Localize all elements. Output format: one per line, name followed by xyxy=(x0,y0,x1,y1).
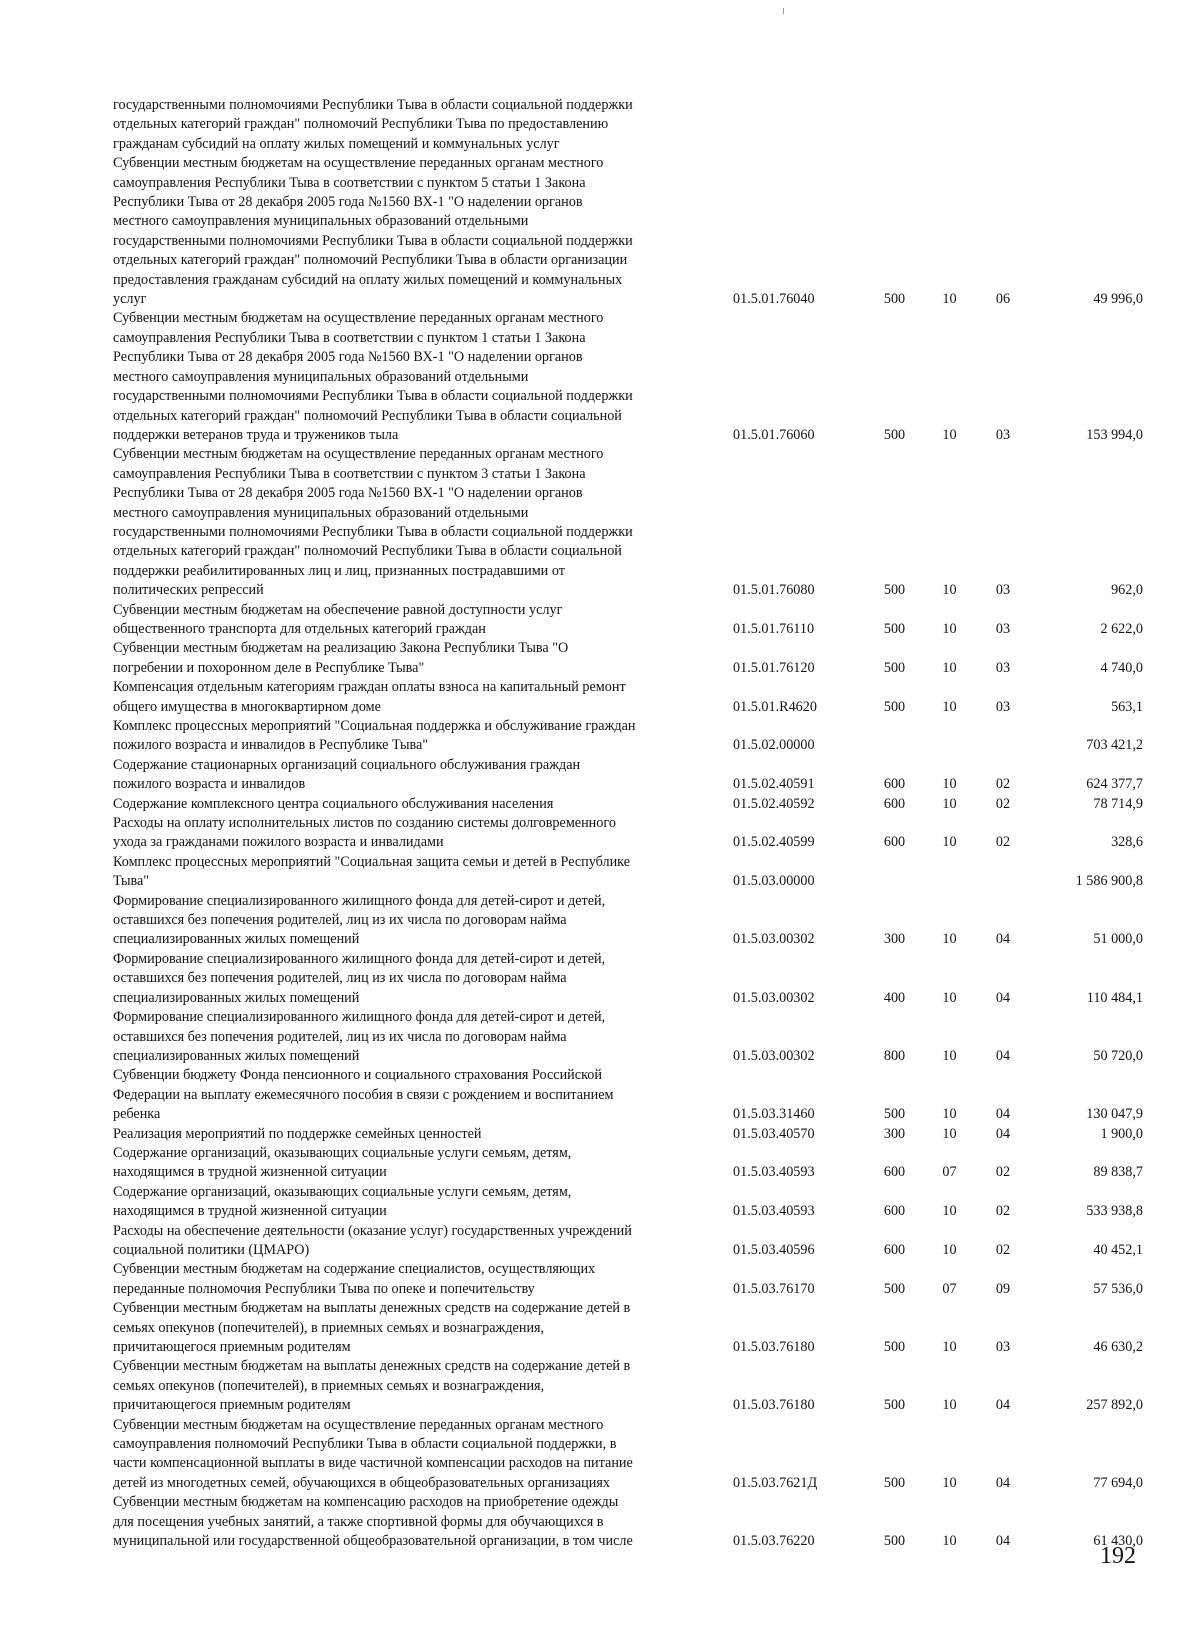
table-row xyxy=(113,1125,1143,1144)
row-description: Содержание комплексного центра социального обслуживания населения xyxy=(113,795,554,812)
row-expense-type: 500 xyxy=(883,698,906,715)
row-subsection: 04 xyxy=(995,931,1011,948)
row-subsection: 06 xyxy=(995,291,1011,308)
row-description: Субвенции местным бюджетам на содержание специалистов, осуществляющих переданные полномочия Республики Тыва по опеке и попечительству xyxy=(113,1261,596,1297)
row-description: Субвенции бюджету Фонда пенсионного и социального страхования Российской Федерации на выплату ежемесячного пособия в связи с рождением и воспитанием ребенка xyxy=(113,1067,614,1123)
table-row xyxy=(113,756,1143,795)
table-row xyxy=(113,1183,1143,1222)
row-amount: 51 000,0 xyxy=(1093,931,1143,948)
row-description: государственными полномочиями Республики Тыва в области социальной поддержки отдельных категорий граждан" полномочий Республики Тыва по предоставлению гражданам субсидий на оплату жилых помещений и коммунальных услуг xyxy=(113,97,633,152)
row-section: 10 xyxy=(942,776,957,793)
table-row xyxy=(113,1493,1143,1551)
table-row xyxy=(113,814,1143,853)
row-expense-type: 500 xyxy=(883,1339,906,1355)
row-subsection: 04 xyxy=(995,1125,1011,1142)
table-row xyxy=(113,445,1143,600)
row-expense-type: 300 xyxy=(883,931,906,948)
table-row xyxy=(113,1260,1143,1299)
row-amount: 703 421,2 xyxy=(1086,737,1143,754)
row-target-code: 01.5.03.00302 xyxy=(733,931,815,948)
row-target-code: 01.5.01.76120 xyxy=(733,659,815,676)
row-amount: 257 892,0 xyxy=(1086,1397,1143,1414)
row-expense-type xyxy=(867,96,922,154)
row-subsection: 02 xyxy=(995,795,1011,812)
row-description: Субвенции местным бюджетам на осуществление переданных органам местного самоуправления Республики Тыва в соответствии с пунктом 3 статьи 1 Закона Республики Тыва от 28 декабря 2005 года №1560 ВХ-1 "О наделении органов местного самоуправления муниципальных образований отдельными государственными полномочиями Республики Тыва в области социальной поддержки отдельных категорий граждан" полномочий Республики Тыва в области социальной поддержки реабилитированных лиц и лиц, признанных пострадавшими от политических репрессий xyxy=(113,446,633,599)
table-row xyxy=(113,601,1143,640)
row-target-code: 01.5.03.76220 xyxy=(733,1533,815,1550)
row-expense-type: 600 xyxy=(883,795,906,812)
table-row xyxy=(113,717,1143,756)
table-row xyxy=(113,1066,1143,1124)
row-amount: 962,0 xyxy=(1111,582,1143,599)
row-description: Формирование специализированного жилищного фонда для детей-сирот и детей, оставшихся без попечения родителей, лиц из их числа по договорам найма специализированных жилых помещений xyxy=(113,892,606,948)
row-description: Реализация мероприятий по поддержке семейных ценностей xyxy=(113,1125,482,1142)
row-description: Компенсация отдельным категориям граждан оплаты взноса на капитальный ремонт общего имущества в многоквартирном доме xyxy=(113,679,626,715)
row-target-code: 01.5.01.R4620 xyxy=(733,698,817,715)
row-target-code: 01.5.03.40593 xyxy=(733,1164,815,1181)
row-target-code: 01.5.01.76080 xyxy=(733,582,815,599)
row-amount: 4 740,0 xyxy=(1100,659,1143,676)
row-subsection: 09 xyxy=(995,1280,1011,1297)
row-description: Содержание организаций, оказывающих социальные услуги семьям, детям, находящимся в трудной жизненной ситуации xyxy=(113,1183,572,1220)
row-expense-type: 600 xyxy=(883,1241,906,1258)
row-amount: 89 838,7 xyxy=(1093,1164,1143,1181)
row-subsection: 03 xyxy=(995,659,1011,676)
row-subsection: 02 xyxy=(995,1203,1011,1220)
row-target-code: 01.5.02.40592 xyxy=(733,795,815,812)
row-section: 10 xyxy=(942,989,957,1006)
row-subsection xyxy=(977,717,1029,756)
row-expense-type: 500 xyxy=(883,582,906,599)
row-subsection: 04 xyxy=(995,1474,1011,1491)
row-amount: 40 452,1 xyxy=(1093,1241,1143,1258)
row-description: Формирование специализированного жилищного фонда для детей-сирот и детей, оставшихся без попечения родителей, лиц из их числа по договорам найма специализированных жилых помещений xyxy=(113,950,606,1006)
row-target-code: 01.5.01.76040 xyxy=(733,291,815,308)
row-expense-type: 500 xyxy=(883,1106,906,1123)
row-subsection: 02 xyxy=(995,1164,1011,1181)
row-target-code: 01.5.03.00302 xyxy=(733,989,815,1006)
table-row xyxy=(113,1416,1143,1494)
row-expense-type: 600 xyxy=(883,1203,906,1220)
row-subsection: 02 xyxy=(995,776,1011,793)
row-expense-type: 500 xyxy=(883,291,906,308)
row-description: Комплекс процессных мероприятий "Социальная поддержка и обслуживание граждан пожилого возраста и инвалидов в Республике Тыва" xyxy=(113,718,636,754)
row-target-code: 01.5.03.40596 xyxy=(733,1241,815,1258)
table-row xyxy=(113,795,1143,814)
row-section: 10 xyxy=(942,426,957,443)
row-target-code: 01.5.03.40570 xyxy=(733,1125,815,1142)
row-amount: 328,6 xyxy=(1111,834,1143,851)
row-section: 10 xyxy=(942,1339,957,1355)
row-amount: 78 714,9 xyxy=(1093,795,1143,812)
row-expense-type: 600 xyxy=(883,776,906,793)
row-target-code: 01.5.02.40599 xyxy=(733,834,815,851)
row-section: 10 xyxy=(942,931,957,948)
row-subsection: 04 xyxy=(995,1533,1011,1550)
row-section: 10 xyxy=(942,1125,957,1142)
row-subsection: 04 xyxy=(995,1106,1011,1123)
row-amount: 624 377,7 xyxy=(1086,776,1143,793)
row-section: 10 xyxy=(942,1474,957,1491)
row-expense-type: 400 xyxy=(883,989,906,1006)
row-target-code: 01.5.03.7621Д xyxy=(733,1474,818,1491)
row-expense-type: 500 xyxy=(883,1397,906,1414)
table-row xyxy=(113,1299,1143,1357)
table-row xyxy=(113,950,1143,1008)
row-subsection: 04 xyxy=(995,989,1011,1006)
row-amount: 533 938,8 xyxy=(1086,1203,1143,1220)
row-subsection xyxy=(977,96,1029,154)
budget-table-body xyxy=(113,96,1143,1551)
table-row xyxy=(113,309,1143,445)
row-amount: 130 047,9 xyxy=(1086,1106,1143,1123)
row-target-code: 01.5.02.40591 xyxy=(733,776,815,793)
table-row xyxy=(113,639,1143,678)
row-section: 10 xyxy=(942,1533,957,1550)
row-amount: 46 630,2 xyxy=(1093,1339,1143,1355)
scan-mark xyxy=(783,8,784,14)
row-section: 10 xyxy=(942,834,957,851)
row-description: Субвенции местным бюджетам на осуществление переданных органам местного самоуправления полномочий Республики Тыва в области социальной поддержки, в части компенсационной выплаты в виде частичной компенсации расходов на питание детей из многодетных семей, обучающихся в общеобразовательных организациях xyxy=(113,1416,633,1491)
row-description: Субвенции местным бюджетам на осуществление переданных органам местного самоуправления Республики Тыва в соответствии с пунктом 5 статьи 1 Закона Республики Тыва от 28 декабря 2005 года №1560 ВХ-1 "О наделении органов местного самоуправления муниципальных образований отдельными государственными полномочиями Республики Тыва в области социальной поддержки отдельных категорий граждан" полномочий Республики Тыва в области организации предоставления гражданам субсидий на оплату жилых помещений и коммунальных услуг xyxy=(113,155,633,308)
row-section: 10 xyxy=(942,291,957,308)
row-section: 10 xyxy=(942,620,957,637)
row-target-code: 01.5.01.76110 xyxy=(733,620,815,637)
row-subsection: 03 xyxy=(995,582,1011,599)
row-amount: 61 430,0 xyxy=(1093,1533,1143,1550)
table-row xyxy=(113,892,1143,950)
row-target-code: 01.5.01.76060 xyxy=(733,426,815,443)
row-target-code: 01.5.03.40593 xyxy=(733,1203,815,1220)
row-target-code: 01.5.02.00000 xyxy=(733,737,815,754)
row-section xyxy=(922,853,977,892)
table-row xyxy=(113,678,1143,717)
row-section: 07 xyxy=(942,1164,957,1181)
row-section xyxy=(922,717,977,756)
row-target-code xyxy=(733,96,867,154)
row-description: Субвенции местным бюджетам на компенсацию расходов на приобретение одежды для посещения учебных занятий, а также спортивной формы для обучающихся в муниципальной или государственной общеобразовательной организации, в том числе xyxy=(113,1494,633,1550)
row-amount: 50 720,0 xyxy=(1093,1047,1143,1064)
row-section: 10 xyxy=(942,698,957,715)
row-description: Расходы на оплату исполнительных листов по созданию системы долговременного ухода за гражданами пожилого возраста и инвалидами xyxy=(113,815,616,851)
row-section xyxy=(922,96,977,154)
table-row xyxy=(113,1008,1143,1066)
row-expense-type: 500 xyxy=(883,1474,906,1491)
row-section: 07 xyxy=(942,1280,957,1297)
table-row xyxy=(113,853,1143,892)
row-subsection: 04 xyxy=(995,1397,1011,1414)
row-subsection: 03 xyxy=(995,426,1011,443)
row-section: 10 xyxy=(942,582,957,599)
budget-table xyxy=(113,96,1143,1551)
row-description: Субвенции местным бюджетам на осуществление переданных органам местного самоуправления Республики Тыва в соответствии с пунктом 1 статьи 1 Закона Республики Тыва от 28 декабря 2005 года №1560 ВХ-1 "О наделении органов местного самоуправления муниципальных образований отдельными государственными полномочиями Республики Тыва в области социальной поддержки отдельных категорий граждан" полномочий Республики Тыва в области социальной поддержки ветеранов труда и тружеников тыла xyxy=(113,310,633,443)
row-section: 10 xyxy=(942,1106,957,1123)
row-section: 10 xyxy=(942,1397,957,1414)
row-description: Расходы на обеспечение деятельности (оказание услуг) государственных учреждений социальной политики (ЦМАРО) xyxy=(113,1222,632,1258)
row-amount: 1 900,0 xyxy=(1100,1125,1143,1142)
row-section: 10 xyxy=(942,795,957,812)
row-subsection: 04 xyxy=(995,1047,1011,1064)
row-expense-type: 500 xyxy=(883,1533,906,1550)
row-subsection: 03 xyxy=(995,698,1011,715)
row-target-code: 01.5.03.00000 xyxy=(733,873,815,890)
row-description: Субвенции местным бюджетам на выплаты денежных средств на содержание детей в семьях опекунов (попечителей), в приемных семьях и вознаграждения, причитающегося приемным родителям xyxy=(113,1300,631,1355)
row-target-code: 01.5.03.76180 xyxy=(733,1339,815,1355)
row-amount: 563,1 xyxy=(1111,698,1143,715)
row-subsection: 03 xyxy=(995,1339,1011,1355)
row-amount: 1 586 900,8 xyxy=(1075,873,1143,890)
row-target-code: 01.5.03.00302 xyxy=(733,1047,815,1064)
row-description: Содержание организаций, оказывающих социальные услуги семьям, детям, находящимся в трудной жизненной ситуации xyxy=(113,1144,572,1181)
row-section: 10 xyxy=(942,1047,957,1064)
row-amount xyxy=(1029,96,1143,154)
row-section: 10 xyxy=(942,1241,957,1258)
row-section: 10 xyxy=(942,1203,957,1220)
row-amount: 153 994,0 xyxy=(1086,426,1143,443)
row-amount: 57 536,0 xyxy=(1093,1280,1143,1297)
table-row xyxy=(113,1144,1143,1183)
row-section: 10 xyxy=(942,659,957,676)
page-number: 192 xyxy=(1100,1543,1136,1569)
table-row xyxy=(113,1222,1143,1261)
row-subsection: 02 xyxy=(995,834,1011,851)
table-row xyxy=(113,154,1143,309)
row-expense-type: 500 xyxy=(883,659,906,676)
row-subsection: 02 xyxy=(995,1241,1011,1258)
row-expense-type: 600 xyxy=(883,1164,906,1181)
row-description: Формирование специализированного жилищного фонда для детей-сирот и детей, оставшихся без попечения родителей, лиц из их числа по договорам найма специализированных жилых помещений xyxy=(113,1009,606,1064)
row-expense-type: 500 xyxy=(883,620,906,637)
row-expense-type xyxy=(867,717,922,756)
table-row xyxy=(113,1357,1143,1415)
row-target-code: 01.5.03.76180 xyxy=(733,1397,815,1414)
row-subsection xyxy=(977,853,1029,892)
row-amount: 77 694,0 xyxy=(1093,1474,1143,1491)
row-amount: 2 622,0 xyxy=(1100,620,1143,637)
row-description: Субвенции местным бюджетам на выплаты денежных средств на содержание детей в семьях опекунов (попечителей), в приемных семьях и вознаграждения, причитающегося приемным родителям xyxy=(113,1358,631,1414)
row-expense-type: 800 xyxy=(883,1047,906,1064)
row-target-code: 01.5.03.31460 xyxy=(733,1106,815,1123)
row-amount: 49 996,0 xyxy=(1093,291,1143,308)
row-description: Комплекс процессных мероприятий "Социальная защита семьи и детей в Республике Тыва" xyxy=(113,853,631,890)
row-target-code: 01.5.03.76170 xyxy=(733,1280,815,1297)
row-description: Субвенции местным бюджетам на реализацию Закона Республики Тыва "О погребении и похоронном деле в Республике Тыва" xyxy=(113,640,569,676)
row-amount: 110 484,1 xyxy=(1086,989,1143,1006)
row-description: Субвенции местным бюджетам на обеспечение равной доступности услуг общественного транспорта для отдельных категорий граждан xyxy=(113,601,563,637)
row-expense-type: 600 xyxy=(883,834,906,851)
row-expense-type xyxy=(867,853,922,892)
row-expense-type: 500 xyxy=(883,426,906,443)
row-expense-type: 300 xyxy=(883,1125,906,1142)
table-row xyxy=(113,96,1143,154)
row-description: Содержание стационарных организаций социального обслуживания граждан пожилого возраста и инвалидов xyxy=(113,756,581,793)
row-subsection: 03 xyxy=(995,620,1011,637)
row-expense-type: 500 xyxy=(883,1280,906,1297)
